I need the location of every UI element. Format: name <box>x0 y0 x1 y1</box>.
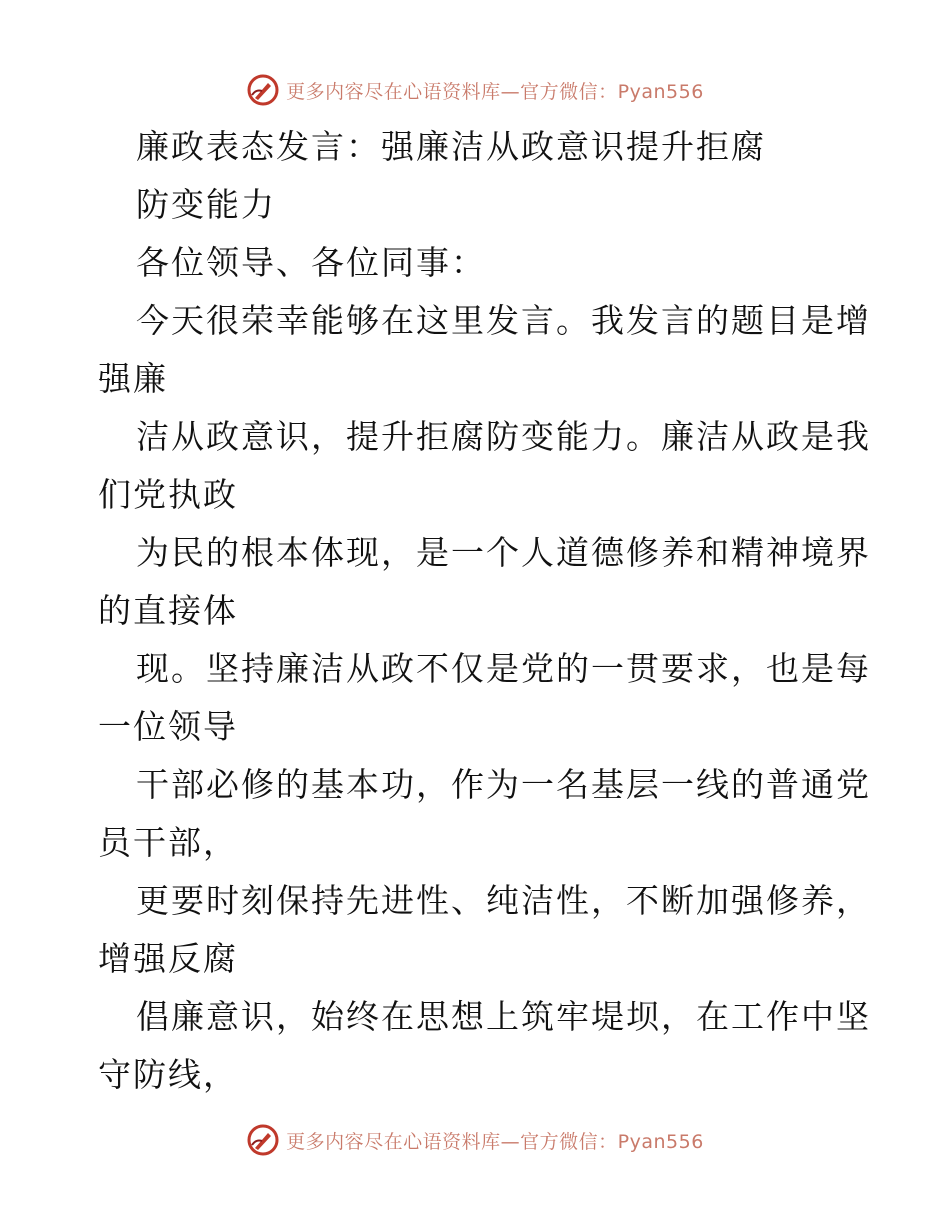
text-line: 守防线， <box>98 1055 238 1094</box>
text-line: 为民的根本体现，是一个人道德修养和精神境界 <box>136 533 871 572</box>
document-body <box>98 118 871 1104</box>
text-line: 干部必修的基本功，作为一名基层一线的普通党 <box>136 765 871 804</box>
text-line: 廉政表态发言：强廉洁从政意识提升拒腐 <box>136 127 766 166</box>
text-line: 强廉 <box>98 359 168 398</box>
text-line: 各位领导、各位同事： <box>136 243 486 282</box>
footer-banner-text: 更多内容尽在心语资料库—官方微信：Pyan556 <box>286 1130 704 1153</box>
pen-circle-logo-icon <box>246 1123 280 1157</box>
text-line: 更要时刻保持先进性、纯洁性，不断加强修养， <box>136 881 871 920</box>
header-banner-text: 更多内容尽在心语资料库—官方微信：Pyan556 <box>286 80 704 103</box>
text-line: 现。坚持廉洁从政不仅是党的一贯要求，也是每 <box>136 649 871 688</box>
text-line: 们党执政 <box>98 475 238 514</box>
text-line: 倡廉意识，始终在思想上筑牢堤坝，在工作中坚 <box>136 997 871 1036</box>
text-line: 防变能力 <box>136 185 276 224</box>
header-banner <box>0 70 950 110</box>
pen-circle-logo-icon <box>246 73 280 107</box>
text-line: 今天很荣幸能够在这里发言。我发言的题目是增 <box>136 301 871 340</box>
text-line: 洁从政意识，提升拒腐防变能力。廉洁从政是我 <box>136 417 871 456</box>
text-line: 员干部， <box>98 823 238 862</box>
footer-banner <box>0 1120 950 1160</box>
text-line: 的直接体 <box>98 591 238 630</box>
text-line: 增强反腐 <box>98 939 238 978</box>
text-line: 一位领导 <box>98 707 238 746</box>
